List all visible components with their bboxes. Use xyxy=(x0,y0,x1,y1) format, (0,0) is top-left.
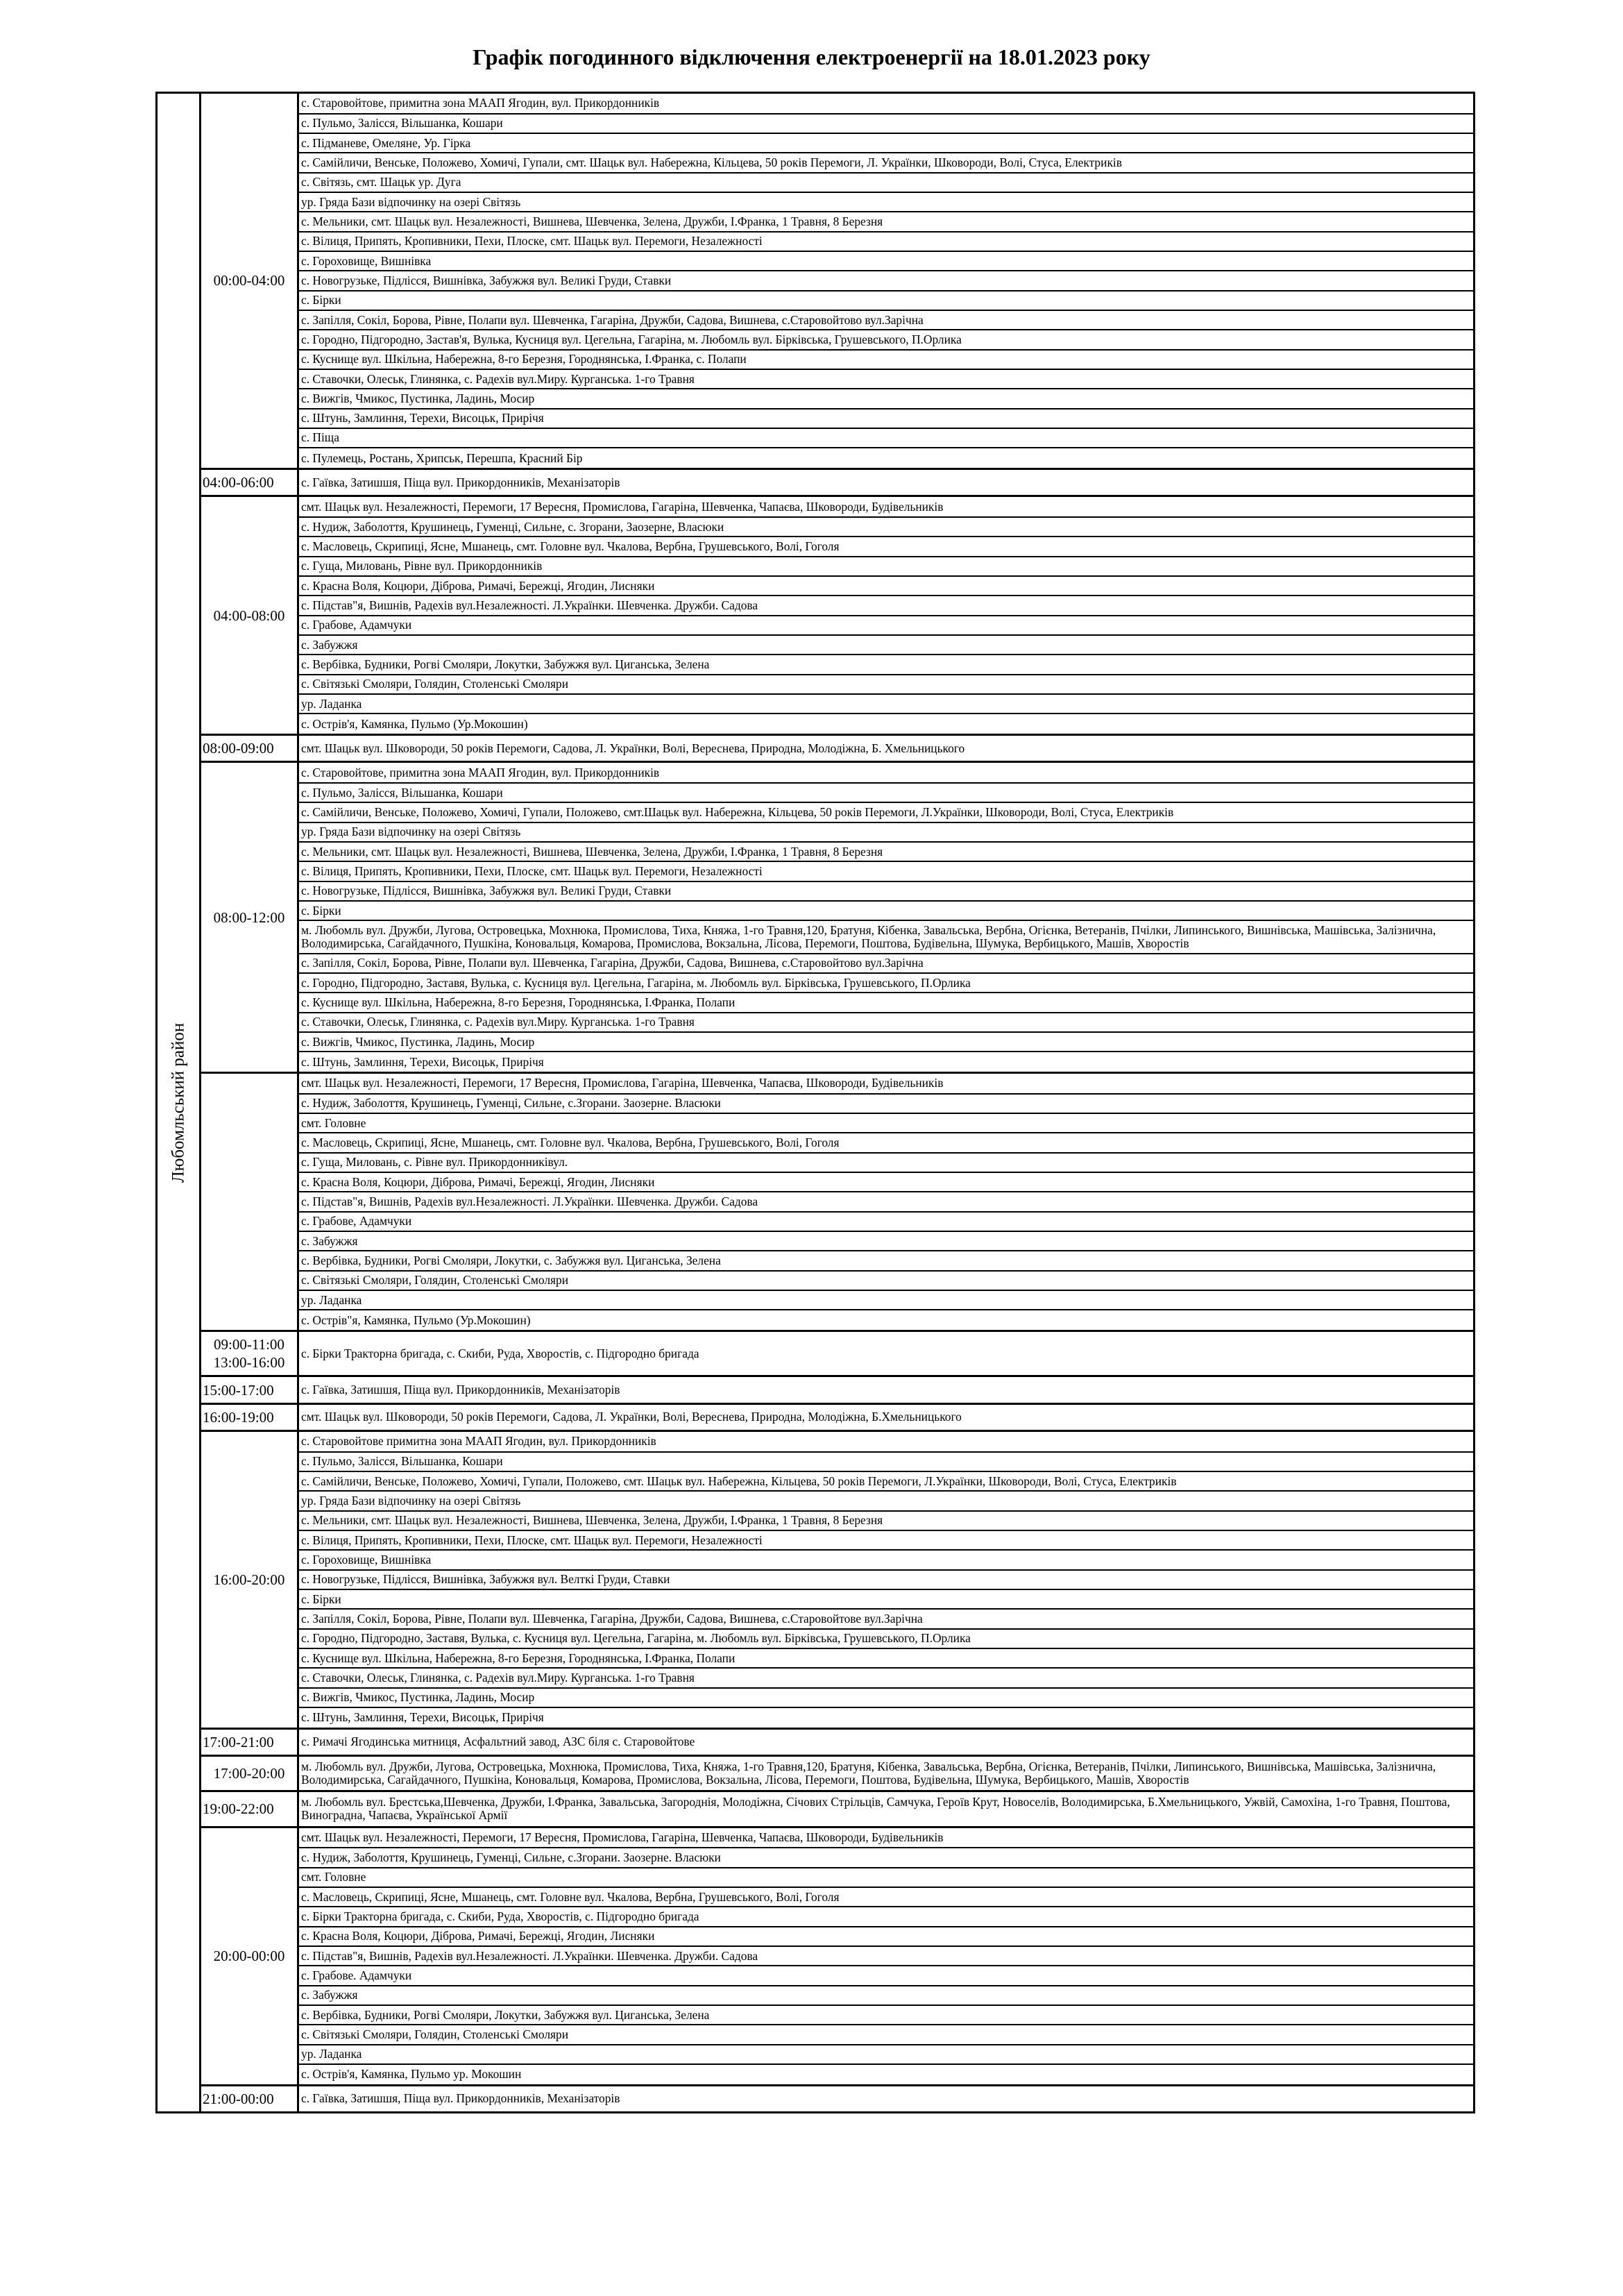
locality-cell: с. Ставочки, Олеськ, Глинянка, с. Радехів вул.Миру. Курганська. 1-го Травня xyxy=(298,1013,1475,1032)
time-slot-cell xyxy=(201,762,298,1073)
schedule-row xyxy=(157,1231,1475,1251)
locality-cell: с. Піща xyxy=(298,428,1475,448)
schedule-row xyxy=(157,861,1475,881)
schedule-row xyxy=(157,1271,1475,1290)
locality-cell: ур. Гряда Бази відпочинку на озері Світязь xyxy=(298,822,1475,842)
locality-cell: с. Гуща, Миловань, Рівне вул. Прикордонників xyxy=(298,557,1475,576)
schedule-row xyxy=(157,1094,1475,1113)
locality-cell: ур. Ладанка xyxy=(298,694,1475,714)
time-slot-cell xyxy=(201,1431,298,1729)
schedule-row xyxy=(157,1376,1475,1403)
schedule-row xyxy=(157,369,1475,389)
locality-cell: с. Пульмо, Залісся, Вільшанка, Кошари xyxy=(298,783,1475,802)
locality-cell: с. Підманеве, Омеляне, Ур. Гірка xyxy=(298,133,1475,153)
locality-cell: с. Штунь, Замлиння, Терехи, Висоцьк, Прирічя xyxy=(298,409,1475,428)
time-slot-label: 16:00-20:00 xyxy=(213,1571,285,1588)
schedule-row xyxy=(157,714,1475,734)
schedule-row xyxy=(157,1707,1475,1728)
time-slot-label: 20:00-00:00 xyxy=(213,1948,285,1965)
time-slot-label: 13:00-16:00 xyxy=(213,1354,285,1371)
locality-cell: с. Вербівка, Будники, Рогві Смоляри, Локутки, Забужжя вул. Циганська, Зелена xyxy=(298,2005,1475,2025)
schedule-row xyxy=(157,1491,1475,1510)
locality-cell: с. Грабове. Адамчуки xyxy=(298,1966,1475,1985)
time-slot-cell xyxy=(201,1073,298,1331)
page-title: Графік погодинного відключення електроенергії на 18.01.2023 року xyxy=(473,44,1150,69)
schedule-row xyxy=(157,1052,1475,1072)
locality-cell: с. Пульмо, Залісся, Вільшанка, Кошари xyxy=(298,114,1475,133)
schedule-row xyxy=(157,389,1475,408)
locality-cell: с. Бірки xyxy=(298,901,1475,920)
schedule-row xyxy=(157,1310,1475,1331)
time-slot-cell xyxy=(201,1403,298,1430)
schedule-row xyxy=(157,251,1475,271)
schedule-row xyxy=(157,232,1475,251)
locality-cell: с. Світязькі Смоляри, Голядин, Столенські Смоляри xyxy=(298,1271,1475,1290)
schedule-row xyxy=(157,133,1475,153)
schedule-row xyxy=(157,1668,1475,1687)
locality-cell: с. Острів'я, Камянка, Пульмо ур. Мокошин xyxy=(298,2064,1475,2085)
schedule-row xyxy=(157,1550,1475,1569)
locality-cell: с. Вижгів, Чмикос, Пустинка, Ладинь, Мосир xyxy=(298,1688,1475,1707)
locality-cell: с. Городно, Підгородно, Заставя, Вулька, с. Кусниця вул. Цегельна, Гагаріна, м. Любомль вул. Бірківська, Грушевського, П.Орлика xyxy=(298,973,1475,993)
schedule-row xyxy=(157,1073,1475,1094)
time-slot-label: 08:00-12:00 xyxy=(213,909,285,926)
locality-cell: с. Новогрузьке, Підлісся, Вишнівка, Забужжя вул. Великі Груди, Ставки xyxy=(298,881,1475,901)
locality-cell: с. Красна Воля, Коцюри, Діброва, Римачі, Бережці, Ягодин, Лисняки xyxy=(298,576,1475,596)
time-slot-cell xyxy=(201,1331,298,1376)
schedule-row xyxy=(157,409,1475,428)
locality-cell: с. Вілиця, Припять, Кропивники, Пехи, Плоске, смт. Шацьк вул. Перемоги, Незалежності xyxy=(298,1530,1475,1550)
locality-cell: с. Мельники, смт. Шацьк вул. Незалежності, Вишнева, Шевченка, Зелена, Дружби, І.Франка, 1 Травня, 8 Березня xyxy=(298,842,1475,861)
locality-cell: смт. Шацьк вул. Незалежності, Перемоги, 17 Вересня, Промислова, Гагаріна, Шевченка, Чапаєва, Шковороди, Будівельників xyxy=(298,1827,1475,1848)
locality-cell: м. Любомль вул. Дружби, Лугова, Островецька, Мохнюка, Промислова, Тиха, Княжа, 1-го Травня,120, Братуня, Кібенка, Завальська, Вербна, Огієнка, Ветеранів, Пчілки, Липинського, Вишнівська, Машівська, Залізнична, Володимирська, Сагайдачного, Пушкіна, Коновальця, Комарова, Промислова, Вокзальна, Лісова, Перемоги, Поштова, Будівельна, Шумука, Вербицького, Машів, Хворостів xyxy=(298,920,1475,953)
locality-cell: с. Куснище вул. Шкільна, Набережна, 8-го Березня, Городнянська, І.Франка, с. Полапи xyxy=(298,350,1475,369)
schedule-row xyxy=(157,2025,1475,2044)
locality-cell: с. Забужжя xyxy=(298,1231,1475,1251)
time-slot-cell xyxy=(201,2085,298,2112)
schedule-row xyxy=(157,330,1475,349)
schedule-row xyxy=(157,920,1475,953)
schedule-row xyxy=(157,901,1475,920)
schedule-row xyxy=(157,291,1475,310)
locality-cell: смт. Шацьк вул. Шковороди, 50 років Перемоги, Садова, Л. Українки, Волі, Вереснева, Природна, Молодіжна, Б. Хмельницького xyxy=(298,735,1475,762)
schedule-row xyxy=(157,881,1475,901)
schedule-row xyxy=(157,1887,1475,1907)
schedule-row xyxy=(157,802,1475,822)
locality-cell: с. Мельники, смт. Шацьк вул. Незалежності, Вишнева, Шевченка, Зелена, Дружби, І.Франка, 1 Травня, 8 Березня xyxy=(298,212,1475,231)
locality-cell: с. Світязь, смт. Шацьк ур. Дуга xyxy=(298,173,1475,192)
schedule-row xyxy=(157,1452,1475,1471)
time-slot-cell xyxy=(201,735,298,762)
schedule-row xyxy=(157,1986,1475,2005)
schedule-row xyxy=(157,1791,1475,1827)
schedule-row xyxy=(157,1570,1475,1589)
locality-cell: с. Нудиж, Заболоття, Крушинець, Гуменці, Сильне, с.Згорани. Заозерне. Власюки xyxy=(298,1848,1475,1867)
time-slot-cell xyxy=(201,469,298,496)
locality-cell: смт. Головне xyxy=(298,1113,1475,1133)
schedule-row xyxy=(157,1471,1475,1491)
time-slot-label: 04:00-06:00 xyxy=(203,474,274,491)
district-label: Любомльський район xyxy=(169,1022,188,1183)
schedule-row xyxy=(157,735,1475,762)
locality-cell: с. Бірки xyxy=(298,291,1475,310)
locality-cell: ур. Ладанка xyxy=(298,2045,1475,2064)
schedule-row xyxy=(157,973,1475,993)
schedule-row xyxy=(157,2085,1475,2112)
locality-cell: с. Вербівка, Будники, Рогві Смоляри, Локутки, Забужжя вул. Циганська, Зелена xyxy=(298,655,1475,674)
locality-cell: с. Острів"я, Камянка, Пульмо (Ур.Мокошин) xyxy=(298,1310,1475,1331)
locality-cell: с. Вербівка, Будники, Рогві Смоляри, Локутки, с. Забужжя вул. Циганська, Зелена xyxy=(298,1251,1475,1270)
schedule-row xyxy=(157,1728,1475,1755)
schedule-row xyxy=(157,783,1475,802)
locality-cell: с. Самійличи, Венське, Положево, Хомичі, Гупали, Положево, смт.Шацьк вул. Набережна, Кільцева, 50 років Перемоги, Л.Українки, Шковороди, Волі, Стуса, Електриків xyxy=(298,802,1475,822)
schedule-row xyxy=(157,114,1475,133)
locality-cell: с. Підстав"я, Вишнів, Радехів вул.Незалежності. Л.Українки. Шевченка. Дружби. Садова xyxy=(298,1946,1475,1966)
schedule-row xyxy=(157,1511,1475,1530)
schedule-row xyxy=(157,469,1475,496)
schedule-row xyxy=(157,1403,1475,1430)
schedule-row xyxy=(157,192,1475,212)
schedule-row xyxy=(157,1133,1475,1152)
schedule-row xyxy=(157,576,1475,596)
time-slot-label: 09:00-11:00 xyxy=(214,1336,284,1353)
locality-cell: с. Підстав"я, Вишнів, Радехів вул.Незалежності. Л.Українки. Шевченка. Дружби. Садова xyxy=(298,1192,1475,1211)
locality-cell: с. Городно, Підгородно, Застав'я, Вулька, Кусниця вул. Цегельна, Гагаріна, м. Любомль вул. Бірківська, Грушевського, П.Орлика xyxy=(298,330,1475,349)
time-slot-cell xyxy=(201,1756,298,1791)
schedule-row xyxy=(157,1530,1475,1550)
schedule-row xyxy=(157,1290,1475,1310)
schedule-row xyxy=(157,448,1475,469)
locality-cell: с. Старовойтове примитна зона МААП Ягодин, вул. Прикордонників xyxy=(298,1431,1475,1452)
locality-cell: с. Запілля, Сокіл, Борова, Рівне, Полапи вул. Шевченка, Гагаріна, Дружби, Садова, Вишнева, с.Старовойтово вул.Зарічна xyxy=(298,310,1475,330)
time-slot-label: 08:00-09:00 xyxy=(203,740,274,757)
time-slot-label: 16:00-19:00 xyxy=(203,1408,274,1426)
schedule-row xyxy=(157,1927,1475,1946)
schedule-row xyxy=(157,1032,1475,1052)
schedule-row xyxy=(157,310,1475,330)
schedule-row xyxy=(157,1648,1475,1668)
time-slot-cell xyxy=(201,1827,298,2085)
district-cell xyxy=(157,93,201,2113)
schedule-row xyxy=(157,173,1475,192)
locality-cell: ур. Ладанка xyxy=(298,1290,1475,1310)
time-slot-label: 15:00-17:00 xyxy=(203,1381,274,1399)
schedule-row xyxy=(157,1848,1475,1867)
time-slot-label: 21:00-00:00 xyxy=(203,2090,274,2107)
locality-cell: с. Штунь, Замлиння, Терехи, Висоцьк, Прирічя xyxy=(298,1052,1475,1072)
locality-cell: с. Забужжя xyxy=(298,1986,1475,2005)
schedule-row xyxy=(157,517,1475,537)
locality-cell: с. Запілля, Сокіл, Борова, Рівне, Полапи вул. Шевченка, Гагаріна, Дружби, Садова, Вишнева, с.Старовойтове вул.Зарічна xyxy=(298,1609,1475,1628)
locality-cell: с. Бірки Тракторна бригада, с. Скиби, Руда, Хворостів, с. Підгородно бригада xyxy=(298,1907,1475,1926)
locality-cell: с. Бірки xyxy=(298,1589,1475,1609)
time-slot-cell xyxy=(201,1728,298,1755)
schedule-row xyxy=(157,1907,1475,1926)
locality-cell: с. Гороховище, Вишнівка xyxy=(298,251,1475,271)
locality-cell: с. Пулемець, Ростань, Хрипськ, Перешпа, Красний Бір xyxy=(298,448,1475,469)
schedule-row xyxy=(157,1192,1475,1211)
schedule-row xyxy=(157,655,1475,674)
time-slot-label: 04:00-08:00 xyxy=(213,607,285,624)
schedule-row xyxy=(157,1827,1475,1848)
schedule-row xyxy=(157,762,1475,783)
locality-cell: ур. Гряда Бази відпочинку на озері Світязь xyxy=(298,192,1475,212)
locality-cell: смт. Шацьк вул. Незалежності, Перемоги, 17 Вересня, Промислова, Гагаріна, Шевченка, Чапаєва, Шковороди, Будівельників xyxy=(298,496,1475,517)
locality-cell: с. Бірки Тракторна бригада, с. Скиби, Руда, Хворостів, с. Підгородно бригада xyxy=(298,1331,1475,1376)
locality-cell: с. Масловець, Скрипиці, Ясне, Мшанець, смт. Головне вул. Чкалова, Вербна, Грушевського, Волі, Гоголя xyxy=(298,537,1475,556)
locality-cell: с. Старовойтове, примитна зона МААП Ягодин, вул. Прикордонників xyxy=(298,93,1475,114)
locality-cell: с. Підстав"я, Вишнів, Радехів вул.Незалежності. Л.Українки. Шевченка. Дружби. Садова xyxy=(298,596,1475,615)
schedule-row xyxy=(157,1629,1475,1648)
locality-cell: смт. Головне xyxy=(298,1868,1475,1887)
locality-cell: с. Куснище вул. Шкільна, Набережна, 8-го Березня, Городнянська, І.Франка, Полапи xyxy=(298,1648,1475,1668)
schedule-row xyxy=(157,993,1475,1012)
locality-cell: с. Вілиця, Припять, Кропивники, Пехи, Плоске, смт. Шацьк вул. Перемоги, Незалежності xyxy=(298,232,1475,251)
time-slot-label: 00:00-04:00 xyxy=(213,272,285,289)
locality-cell: с. Гаївка, Затишшя, Піща вул. Прикордонників, Механізаторів xyxy=(298,2085,1475,2112)
schedule-row xyxy=(157,350,1475,369)
locality-cell: с. Вілиця, Припять, Кропивники, Пехи, Плоске, смт. Шацьк вул. Перемоги, Незалежності xyxy=(298,861,1475,881)
schedule-row xyxy=(157,675,1475,694)
schedule-row xyxy=(157,616,1475,635)
locality-cell: с. Забужжя xyxy=(298,635,1475,655)
locality-cell: с. Вижгів, Чмикос, Пустинка, Ладинь, Мосир xyxy=(298,1032,1475,1052)
schedule-row xyxy=(157,842,1475,861)
locality-cell: с. Штунь, Замлиння, Терехи, Висоцьк, Прирічя xyxy=(298,1707,1475,1728)
schedule-row xyxy=(157,1212,1475,1231)
schedule-row xyxy=(157,1589,1475,1609)
schedule-row xyxy=(157,212,1475,231)
schedule-row xyxy=(157,1609,1475,1628)
locality-cell: с. Новогрузьке, Підлісся, Вишнівка, Забужжя вул. Великі Груди, Ставки xyxy=(298,271,1475,290)
locality-cell: с. Гаївка, Затишшя, Піща вул. Прикордонників, Механізаторів xyxy=(298,1376,1475,1403)
locality-cell: с. Куснище вул. Шкільна, Набережна, 8-го Березня, Городнянська, І.Франка, Полапи xyxy=(298,993,1475,1012)
locality-cell: с. Мельники, смт. Шацьк вул. Незалежності, Вишнева, Шевченка, Зелена, Дружби, І.Франка, 1 Травня, 8 Березня xyxy=(298,1511,1475,1530)
locality-cell: с. Городно, Підгородно, Заставя, Вулька, с. Кусниця вул. Цегельна, Гагаріна, м. Любомль вул. Бірківська, Грушевського, П.Орлика xyxy=(298,1629,1475,1648)
schedule-row xyxy=(157,93,1475,114)
schedule-row xyxy=(157,496,1475,517)
schedule-row xyxy=(157,1688,1475,1707)
time-slot-cell xyxy=(201,93,298,469)
locality-cell: с. Світязькі Смоляри, Голядин, Столенські Смоляри xyxy=(298,2025,1475,2044)
schedule-row xyxy=(157,1946,1475,1966)
schedule-row xyxy=(157,1331,1475,1376)
schedule-row xyxy=(157,428,1475,448)
time-slot-label: 19:00-22:00 xyxy=(203,1800,274,1818)
time-slot-label: 17:00-21:00 xyxy=(203,1733,274,1750)
locality-cell: с. Грабове, Адамчуки xyxy=(298,1212,1475,1231)
schedule-row xyxy=(157,1172,1475,1192)
schedule-row xyxy=(157,1013,1475,1032)
locality-cell: с. Самійличи, Венське, Положево, Хомичі, Гупали, смт. Шацьк вул. Набережна, Кільцева, 50 років Перемоги, Л. Українки, Шковороди, Волі, Стуса, Електриків xyxy=(298,153,1475,172)
locality-cell: с. Красна Воля, Коцюри, Діброва, Римачі, Бережці, Ягодин, Лисняки xyxy=(298,1172,1475,1192)
locality-cell: с. Запілля, Сокіл, Борова, Рівне, Полапи вул. Шевченка, Гагаріна, Дружби, Садова, Вишнева, с.Старовойтово вул.Зарічна xyxy=(298,954,1475,973)
locality-cell: с. Острів'я, Камянка, Пульмо (Ур.Мокошин) xyxy=(298,714,1475,734)
schedule-row xyxy=(157,822,1475,842)
locality-cell: с. Красна Воля, Коцюри, Діброва, Римачі, Бережці, Ягодин, Лисняки xyxy=(298,1927,1475,1946)
locality-cell: с. Нудиж, Заболоття, Крушинець, Гуменці, Сильне, с.Згорани. Заозерне. Власюки xyxy=(298,1094,1475,1113)
schedule-row xyxy=(157,1251,1475,1270)
schedule-row xyxy=(157,557,1475,576)
locality-cell: с. Римачі Ягодинська митниця, Асфальтний завод, АЗС біля с. Старовойтове xyxy=(298,1728,1475,1755)
locality-cell: ур. Гряда Бази відпочинку на озері Світязь xyxy=(298,1491,1475,1510)
schedule-row xyxy=(157,1756,1475,1791)
time-slot-label: 17:00-20:00 xyxy=(213,1765,285,1782)
locality-cell: с. Ставочки, Олеськ, Глинянка, с. Радехів вул.Миру. Курганська. 1-го Травня xyxy=(298,369,1475,389)
schedule-row xyxy=(157,635,1475,655)
schedule-row xyxy=(157,537,1475,556)
locality-cell: с. Ставочки, Олеськ, Глинянка, с. Радехів вул.Миру. Курганська. 1-го Травня xyxy=(298,1668,1475,1687)
time-slot-cell xyxy=(201,1791,298,1827)
schedule-row xyxy=(157,1113,1475,1133)
locality-cell: с. Масловець, Скрипиці, Ясне, Мшанець, смт. Головне вул. Чкалова, Вербна, Грушевського, Волі, Гоголя xyxy=(298,1887,1475,1907)
schedule-row xyxy=(157,1868,1475,1887)
schedule-row xyxy=(157,694,1475,714)
locality-cell: с. Грабове, Адамчуки xyxy=(298,616,1475,635)
schedule-row xyxy=(157,271,1475,290)
locality-cell: с. Новогрузьке, Підлісся, Вишнівка, Забужжя вул. Велткі Груди, Ставки xyxy=(298,1570,1475,1589)
locality-cell: смт. Шацьк вул. Шковороди, 50 років Перемоги, Садова, Л. Українки, Волі, Вереснева, Природна, Молодіжна, Б.Хмельницького xyxy=(298,1403,1475,1430)
locality-cell: с. Вижгів, Чмикос, Пустинка, Ладинь, Мосир xyxy=(298,389,1475,408)
schedule-row xyxy=(157,2045,1475,2064)
locality-cell: с. Пульмо, Залісся, Вільшанка, Кошари xyxy=(298,1452,1475,1471)
locality-cell: с. Старовойтове, примитна зона МААП Ягодин, вул. Прикордонників xyxy=(298,762,1475,783)
time-slot-cell xyxy=(201,496,298,735)
schedule-row xyxy=(157,954,1475,973)
schedule-row xyxy=(157,2064,1475,2085)
locality-cell: м. Любомль вул. Брестська,Шевченка, Дружби, І.Франка, Завальська, Загороднія, Молодіжна, Січових Стрільців, Самчука, Героїв Крут, Новоселів, Володимирська, Б.Хмельницького, Ужвій, Самохіна, 1-го Травня, Поштова, Виноградна, Чапаєва, Української Армії xyxy=(298,1791,1475,1827)
schedule-row xyxy=(157,1431,1475,1452)
schedule-row xyxy=(157,2005,1475,2025)
locality-cell: смт. Шацьк вул. Незалежності, Перемоги, 17 Вересня, Промислова, Гагаріна, Шевченка, Чапаєва, Шковороди, Будівельників xyxy=(298,1073,1475,1094)
locality-cell: с. Гуща, Миловань, с. Рівне вул. Прикордонниківул. xyxy=(298,1153,1475,1172)
schedule-table xyxy=(155,92,1475,2113)
locality-cell: м. Любомль вул. Дружби, Лугова, Островецька, Мохнюка, Промислова, Тиха, Княжа, 1-го Травня,120, Братуня, Кібенка, Завальська, Вербна, Огієнка, Ветеранів, Пчілки, Липинського, Вишнівська, Машівська, Залізнична, Володимирська, Сагайдачного, Пушкіна, Коновальця, Комарова, Промислова, Вокзальна, Лісова, Перемоги, Поштова, Будівельна, Шумука, Вербицького, Машів, Хворостів xyxy=(298,1756,1475,1791)
schedule-body xyxy=(157,93,1475,2113)
locality-cell: с. Самійличи, Венське, Положево, Хомичі, Гупали, Положево, смт. Шацьк вул. Набережна, Кільцева, 50 років Перемоги, Л.Українки, Шковороди, Волі, Стуса, Електриків xyxy=(298,1471,1475,1491)
locality-cell: с. Масловець, Скрипиці, Ясне, Мшанець, смт. Головне вул. Чкалова, Вербна, Грушевського, Волі, Гоголя xyxy=(298,1133,1475,1152)
time-slot-cell xyxy=(201,1376,298,1403)
schedule-row xyxy=(157,153,1475,172)
schedule-row xyxy=(157,1966,1475,1985)
locality-cell: с. Гаївка, Затишшя, Піща вул. Прикордонників, Механізаторів xyxy=(298,469,1475,496)
schedule-row xyxy=(157,1153,1475,1172)
schedule-row xyxy=(157,596,1475,615)
locality-cell: с. Нудиж, Заболоття, Крушинець, Гуменці, Сильне, с. Згорани, Заозерне, Власюки xyxy=(298,517,1475,537)
locality-cell: с. Світязькі Смоляри, Голядин, Столенські Смоляри xyxy=(298,675,1475,694)
locality-cell: с. Гороховище, Вишнівка xyxy=(298,1550,1475,1569)
